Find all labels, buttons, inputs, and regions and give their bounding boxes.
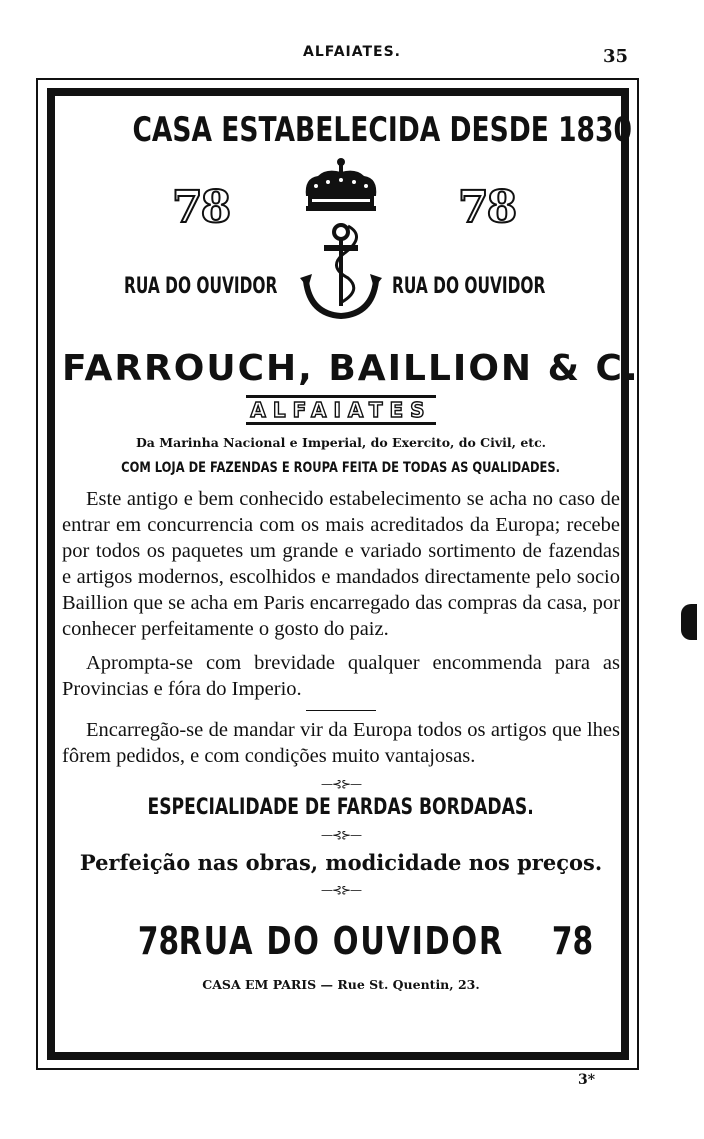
address-number-right: 78 <box>551 919 594 963</box>
street-name-left: RUA DO OUVIDOR <box>124 274 278 299</box>
paris-branch-line: CASA EM PARIS — Rue St. Quentin, 23. <box>202 977 480 992</box>
address-street: RUA DO OUVIDOR <box>178 919 504 963</box>
emblem-block <box>62 156 620 326</box>
paragraph-establishment: Este antigo e bem conhecido estabelecimento se acha no caso de entrar em concurrencia com os mais acreditados da Europa; recebe por todos os paquetes um grande e variado sortimento de fazendas e artigos modernos, escolhidos e mandados directamente pelo socio Baillion que se acha em Paris encarregado das compras da casa, por conhecer perfeitamente o gosto do paiz. <box>62 488 620 640</box>
paragraph-orders: Apromptа-se com brevidade qualquer encommenda para as Provincias e fóra do Imperio. <box>62 652 620 700</box>
running-title: ALFAIATES. <box>302 44 402 60</box>
firm-name: FARROUCH, BAILLION & C. <box>62 348 640 389</box>
divider <box>306 710 376 711</box>
specialty-heading: ESPECIALIDADE DE FARDAS BORDADAS. <box>147 795 535 820</box>
motto-line: Perfeição nas obras, modicidade nos preços. <box>79 850 603 875</box>
established-heading: CASA ESTABELECIDA DESDE 1830 <box>132 110 632 150</box>
page-number: 35 <box>603 46 629 67</box>
paragraph-imports: Encarregão-se de mandar vir da Europa todos os artigos que lhes fôrem pedidos, e com condições muito vantajosas. <box>62 719 620 767</box>
ornament-divider: —⊰⊱— <box>320 828 362 842</box>
street-number-left: 78 <box>172 182 230 233</box>
trade-banner: ALFAIATES <box>62 395 620 425</box>
street-name-right: RUA DO OUVIDOR <box>392 274 546 299</box>
ornament-divider: —⊰⊱— <box>320 883 362 897</box>
page-edge-mark <box>681 604 697 640</box>
address-number-left: 78 <box>137 919 180 963</box>
ornament-divider: —⊰⊱— <box>320 777 362 791</box>
street-number-right: 78 <box>458 182 516 233</box>
advertisement-content <box>62 100 640 992</box>
printer-signature-mark: 3* <box>578 1072 596 1088</box>
address-banner <box>62 919 620 967</box>
shop-line: COM LOJA DE FAZENDAS E ROUPA FEITA DE TODAS AS QUALIDADES. <box>121 460 561 476</box>
clientele-line: Da Marinha Nacional e Imperial, do Exercito, do Civil, etc. <box>135 435 547 450</box>
crown-anchor-icon <box>296 156 386 326</box>
